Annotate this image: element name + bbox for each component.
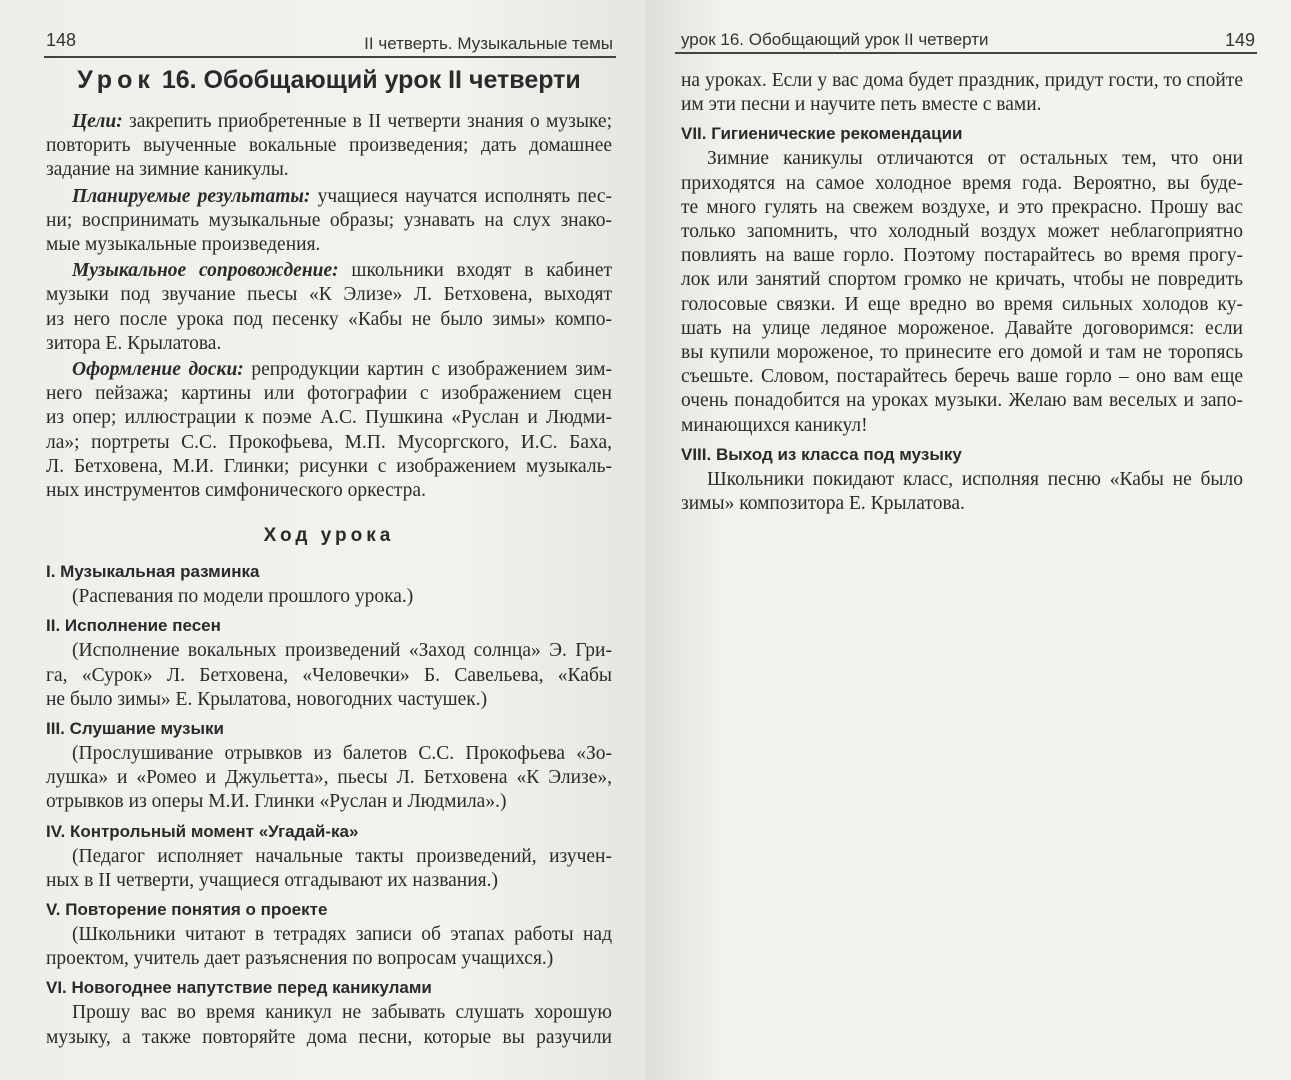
text-line: зимы» композитора Е. Крылатова. [681,493,965,515]
text-line: лок или занятий спортом громко не кричать, чтобы не повредить [681,269,1243,291]
text-line: приходятся на самое холодное время года. Вероятно, вы буде- [681,172,1243,194]
lesson-sections [681,123,1243,516]
text-line: из опер; иллюстрации к поэме А.С. Пушкина «Руслан и Людми- [46,407,612,429]
intro-paragraph [46,110,612,183]
text-line [46,259,612,283]
header-rule [44,56,616,58]
text-line: (Педагог исполняет начальные такты произведений, изучен- [72,845,612,867]
running-head: урок 16. Обобщающий урок II четверти [681,30,989,49]
text-line: музыки под звучание пьесы «К Элизе» Л. Бетховена, выходят [46,284,612,306]
text-line: им эти песни и научите петь вместе с вами. [681,94,1042,116]
title-word: Урок [77,66,155,94]
text-line: очень понадобится на уроках музыки. Желаю вам веселых и запо- [681,390,1243,412]
lead-label: Музыкальное сопровождение: [72,260,339,282]
text-line: не было зимы» Е. Крылатова, новогодних частушек.) [46,688,488,710]
text-line: Зимние каникулы отличаются от остальных тем, что они [707,148,1243,170]
text-line: зитора Е. Крылатова. [46,332,222,354]
text-line: вы купили мороженое, то принесите его домой и там не торопясь [681,342,1243,364]
section-body [46,742,612,815]
text-line: из него после урока под песенку «Кабы не было зимы» компо- [46,308,612,330]
text-line [46,358,612,382]
text-line: музыку, а также повторяйте дома песни, которые вы разучили [46,1026,612,1048]
text-line: минающихся каникул! [681,414,868,436]
line-text: закрепить приобретенные в II четверти знания о музыке; [122,111,612,132]
intro-paragraph [46,358,612,503]
text-line: (Исполнение вокальных произведений «Заход солнца» Э. Гри- [72,640,612,662]
text-line: те много гулять на свежем воздухе, и это прекрасно. Прошу вас [681,196,1243,218]
section-heading: III. Слушание музыки [46,719,224,739]
text-line: Л. Бетховена, М.И. Глинки; рисунки с изображением музыкаль- [46,455,612,477]
lesson-sections [46,561,612,1050]
text-line: него пейзажа; картины или фотографии с изображением сцен [46,383,612,405]
section-heading: I. Музыкальная разминка [46,562,260,582]
text-line: только запомнить, что холодный воздух может неблагоприятно [681,221,1243,243]
text-line [46,185,612,209]
section-body [46,585,612,609]
section-body [681,468,1243,516]
line-text: репродукции картин с изображением зим- [243,359,612,381]
text-line: мые музыкальные произведения. [46,234,321,256]
running-head: II четверть. Музыкальные темы [364,34,613,53]
text-line [46,110,612,134]
text-line: проектом, учитель дает разъяснения по вопросам учащихся.) [46,948,554,970]
line-text: школьники входят в кабинет [338,260,612,282]
text-line: задание на зимние каникулы. [46,159,289,181]
lead-label: Оформление доски: [72,359,244,381]
text-line: Прошу вас во время каникул не забывать слушать хорошую [72,1002,612,1024]
text-line: повторить выученные вокальные произведения; дать домашнее [46,135,612,157]
section-body [46,923,612,971]
section-heading: VII. Гигиенические рекомендации [681,124,963,144]
section-body [681,147,1243,437]
text-line: съешьте. Словом, постарайтесь беречь ваше горло – оно вам еще [681,366,1243,388]
lead-label: Цели: [72,111,123,132]
text-line: ных инструментов симфонического оркестра. [46,480,426,502]
section-heading: VI. Новогоднее напутствие перед каникулами [46,978,432,998]
text-line: голосовые связки. И еще вредно во время сильных холодов ку- [681,293,1243,315]
lead-label: Планируемые результаты: [72,185,311,207]
continued-paragraph [681,69,1243,117]
intro-paragraphs [46,110,612,503]
text-line: ла»; портреты С.С. Прокофьева, М.П. Мусоргского, И.С. Баха, [46,431,612,453]
left-page [0,0,645,1080]
text-line: повлиять на ваше горло. Поэтому постарайтесь во время прогу- [681,245,1243,267]
title-rest: 16. Обобщающий урок II четверти [161,66,581,94]
text-line: шать на улице ледяное мороженое. Давайте договоримся: если [681,317,1243,339]
left-text-column [46,64,612,1052]
line-text: учащиеся научатся исполнять пес- [310,185,612,207]
text-line: Школьники покидают класс, исполняя песню «Кабы не было [707,468,1243,490]
text-line: (Школьники читают в тетрадях записи об этапах работы над [72,924,612,946]
right-page [645,0,1291,1080]
intro-paragraph [46,185,612,258]
text-line: ных в II четверти, учащиеся отгадывают их названия.) [46,869,499,891]
text-line: отрывков из оперы М.И. Глинки «Руслан и Людмила».) [46,791,507,813]
section-body [46,845,612,893]
page-number: 149 [1224,30,1255,50]
section-body [46,1001,612,1049]
intro-paragraph [46,259,612,356]
section-body [46,639,612,712]
right-text-column [681,69,1243,518]
section-heading: IV. Контрольный момент «Угадай-ка» [46,821,359,841]
page-number: 148 [46,30,77,50]
header-rule [675,52,1257,54]
section-heading: II. Исполнение песен [46,616,221,636]
text-line: (Распевания по модели прошлого урока.) [72,586,414,608]
text-line: на уроках. Если у вас дома будет праздник, придут гости, то спойте [681,70,1243,91]
lesson-flow-heading: Ход урока [263,525,395,547]
text-line: (Прослушивание отрывков из балетов С.С. Прокофьева «Зо- [72,743,612,765]
section-heading: VIII. Выход из класса под музыку [681,444,962,464]
section-heading: V. Повторение понятия о проекте [46,900,328,920]
text-line: ни; воспринимать музыкальные образы; узнавать на слух знако- [46,209,612,231]
text-line: га, «Сурок» Л. Бетховена, «Человечки» Б. Савельева, «Кабы [46,664,612,686]
text-line: лушка» и «Ромео и Джульетта», пьесы Л. Бетховена «К Элизе», [46,767,612,789]
lesson-title [46,64,612,96]
